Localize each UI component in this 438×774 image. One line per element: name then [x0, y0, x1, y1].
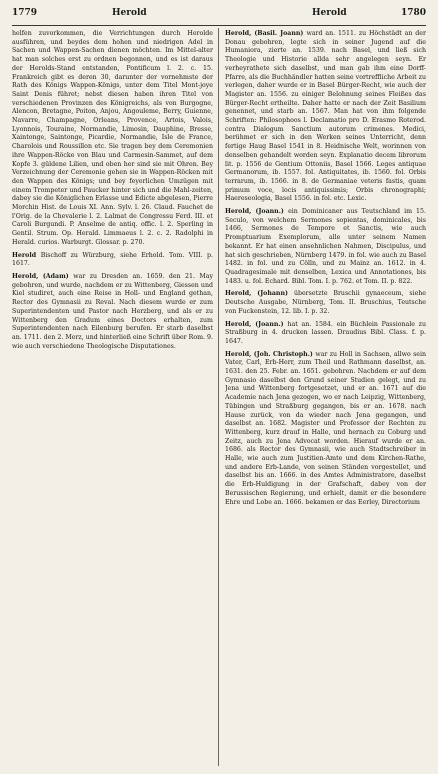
- page-number-left: 1779: [12, 8, 38, 18]
- dictionary-entry: [12, 273, 213, 351]
- entry-body: übersetzte Bruschii gynaeceum, siehe Deutsche Ausgabe, Nürnberg, Tom. II. Bruschius, Teutsche von Fuckenstein, 12. lib. I. p. 32.: [225, 290, 426, 315]
- entry-head: Herold, (Basil. Joann): [225, 30, 307, 37]
- entry-body: ward an. 1511. zu Höchstädt an der Donau gebohren, legte sich in seiner Jugend auf die Humaniora, zierte an. 1539. nach Basel, und ließ sich Theologie und Historie allda sehr angelegen seyn. Er verheyrathete sich daselbst, und man gab ihm eine Dorff-Pfarre, als die Buchhändler hatten seine vortreffliche Arbeit zu verlegen, daher wurde er in Basel Bürger-Recht, wie auch der Magister an. 1556. zu einiger Belohnung seines Fleißes das Bürger-Recht ertheilte. Daher hatte er nach der Zeit Basilium genennet, und starb an. 1567. Man hat von ihm folgende Schriften: Philosophoos l. Declamatio pro D. Erasmo Roterod. contra Dialogum Sanctium autorum crimenes. Medici, berühmet er sich in den Werken seines Unterricht, denn fertige Haug Basel 1541 in 8. Heidnische Welt, worinnen von denselben gehandelt worden seyn. Explanatio decem librorum lit. p. 1556 de Gentium Ottoniis, Basel 1566. Leges antiquae Germanorum, ib. 1557. fol. Antiquitates, ib. 1560. fol. Orbis terrarum, ib. 1566. in 8. de Germaniae veteris fastis, quam primum voce, locis antiquissimis; Orbis chronographi; Haereseologia, Basel 1556. in fol. etc. Lexic.: [225, 30, 426, 203]
- entry-body: hat an. 1584. ein Büchlein Passionale zu Straßburg in 4. drucken lassen. Draudius Bibl. Class. f. p. 1647.: [225, 320, 426, 345]
- headword-right: Herold: [312, 8, 347, 18]
- dictionary-entry: [225, 351, 426, 508]
- entry-head: Herold, (Adam): [12, 272, 74, 280]
- running-header: [12, 8, 426, 24]
- column-divider: [218, 28, 219, 766]
- entry-body: helfen zuvorkommen, die Verrichtungen durch Herolde ausführen, und beydes dem hohen und niedrigen Adel in Sachen und Wappen-Sachen dienen möchten. Im Mittel-alter hat man solches erst zu ordnen begonnen, und es ist daraus der Herolds-Stand entstanden, Pontificum l. 2. c. 15. Frankreich gibt es deren 30, darunter der vornehmste der Rath des Königs Wappen-Königs, unter dem Titel Mont-joye Saint Denis führet; nebst diesen haben ihren Titel von verschiedenen Provinzen des Königreichs, als von Burgogne, Alencon, Bretagne, Poiton, Anjou, Angouleme, Berry, Guienne, Navarre, Champagne, Orleans, Provence, Artois, Valois, Lyonnois, Touraine, Normandie, Limosin, Dauphine, Bresse, Xaintonge, Saintonge, Picardie, Normandie, Isle de France, Charolois und Roussillon etc. Sie tragen bey dem Ceremonien ihre Wappen-Röcke von Blau und Carmesin-Sammet, auf dem Kopfe 3. güldene Lilien, und oben her sind sie mit Ohren. Bey Verzeichnung der Ceremonie gehen sie in Wappen-Röcken mit den Wappen des Königs; und bey feyerlichen Umzügen mit einem Trompeter und Paucker hinter sich und die Mahl-zeiten, dabey sie die Königlichen Erlasse und Edicte abgelesen, Pierre Morchin Hist. de Louis XI. Ann. Sylv. l. 26. Claud. Fauchet de l'Orig. de la Chevalerie l. 2. Lalmat de Congressu Ferd. III. et Caroli Burgundi. P. Anselme de antiq. offic. l. 2. Sperling in Gentil. Strum. Op. Herald. Limmaeus l. 2. c. 2. Radolphi in Herald. curios. Warburgt. Glossar. p. 270.: [12, 30, 213, 246]
- entry-body: ein Dominicaner aus Teutschland im 15. Seculo, von welchem Sermones sopientas, dominicales, bis 1466, Sermones de Tempore et Sanctis, wie auch Promptuarium Exemplorum, alle unter seinem Namen bekannt. Er hat einen ansehnlichen Nahmen, Discipulus, und hat sich geschrieben, Nürnberg 1479. in fol. wie auch zu Basel 1482. in fol. und zu Cölln, und zu Mainz an. 1612. in 4. Quadragesimale mit denselben, Lexica und Annotationes, bis 1483. u. fol. Echard. Bibl. Tom. I. p. 762. et Tom. II. p. 822.: [225, 208, 426, 285]
- page-number-right: 1780: [400, 8, 426, 18]
- dictionary-entry: [225, 321, 426, 347]
- entry-head: Herold, (Joann.): [225, 208, 289, 216]
- header-rule: [12, 25, 426, 26]
- entry-head: Herold, (Johann): [225, 290, 294, 298]
- dictionary-entry: [225, 208, 426, 286]
- entry-body: war zu Dresden an. 1659. den 21. May gebohren, und wurde, nachdem er zu Wittenberg, Giessen und Kiel studiret, auch eine Reise in Holl- und England gethan, Rector des Gymnasii zu Reval. Nach diesem wurde er zum Superintendenten und Pastor nach Herzberg, und als er zu Wittenberg den Gradum eines Doctors erhalten, zum Superintendenten nach Eilenburg berufen. Er starb daselbst an. 1711. den 2. Merz, und hinterließ eine Schrift über Rom. 9. wie auch verschiedene Theologische Disputationes.: [12, 272, 213, 350]
- entry-body: war zu Holl in Sachsen, allwo sein Vater, Carl, Erb-Herr, zum Theil und Rathmann daselbst, an. 1631. den 25. Febr. an. 1651. gebohren. Nachdem er auf dem Gymnasio daselbst den Grund seiner Studien gelegt, und zu Jena und Wittenberg fortgesetzet, und er an. 1671 auf die Academie nach Jena gezogen, wo er nach Leipzig, Wittenberg, Tübingen und Straßburg gegangen, bis er an. 1678. nach Hause zurück, von da wieder nach Jena gegangen, und daselbst an. 1682. Magister und Professor der Rechten zu Wittenberg, kurz drauf in Halle, und hernach zu Coburg und Zeitz, auch zu Jena Advocat worden. Hierauf wurde er an. 1686. als Rector des Gymnasii, wie auch Stadtschreiber in Halle, wie auch zum Justitien-Amte und dem Kirchen-Rathe, und andere Erb-Lande, von seinen Ständen vorgestellet, und daselbst bis an. 1666. in des Amtes Administratore, daselbst die Erb-Huldigung in der Grafschaft, dabey von der Berussischen Regierung, und erhielt, damit er die besondere Ehre und Lobe an. 1666. bekamen er das Eerley, Directorium: [225, 350, 426, 506]
- headword-left: Herold: [112, 8, 147, 18]
- dictionary-entry: [12, 30, 213, 248]
- right-column: [225, 30, 426, 766]
- entry-head: Herold: [12, 251, 41, 259]
- entry-head: Herold, (Joh. Christoph.): [225, 350, 316, 358]
- dictionary-entry: [12, 252, 213, 269]
- dictionary-entry: [225, 290, 426, 316]
- entry-body: Bischoff zu Würzburg, siehe Erhold. Tom. VIII. p. 1617.: [12, 251, 213, 268]
- entry-head: Herold, (Joann.): [225, 320, 288, 328]
- left-column: [12, 30, 213, 766]
- dictionary-entry: [225, 30, 426, 204]
